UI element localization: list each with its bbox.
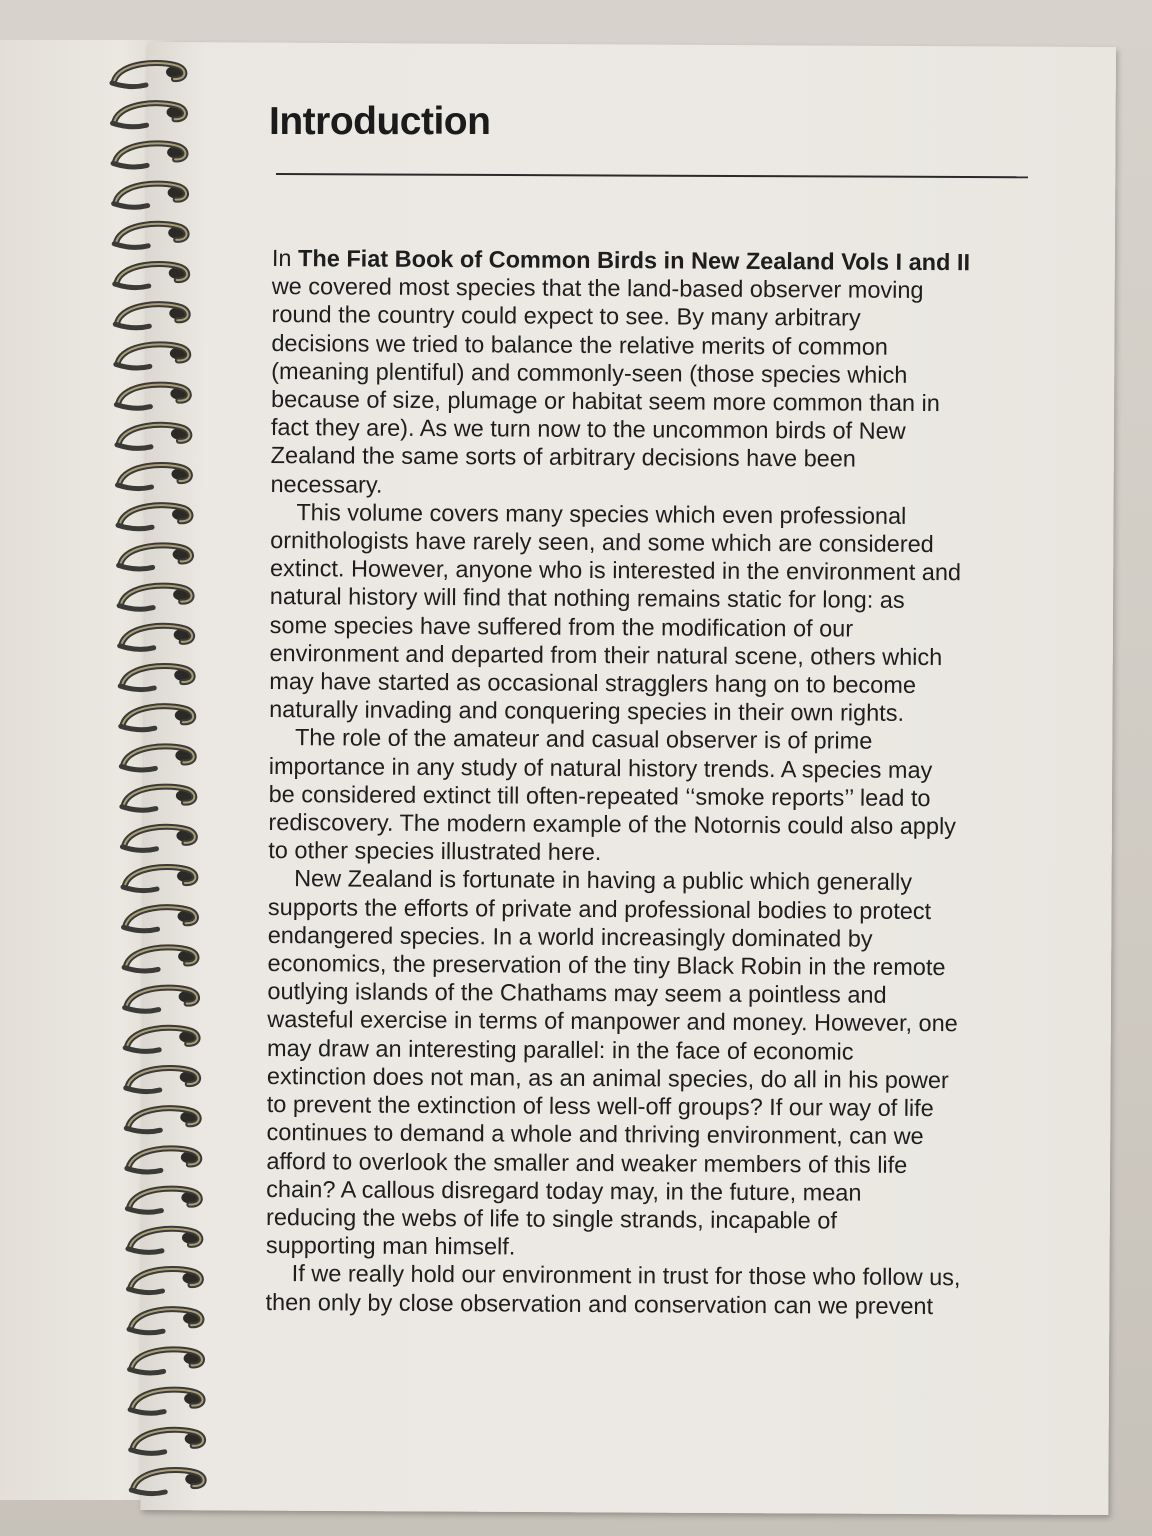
text-run: continues to demand a whole and thriving environment, can we [266, 1119, 924, 1150]
spiral-coil [116, 344, 188, 368]
text-line [266, 1175, 1026, 1208]
paragraph [266, 864, 1028, 1263]
text-run: (meaning plentiful) and commonly-seen (those species which [271, 357, 908, 388]
text-run: If we really hold our environment in trust for those who follow us, [291, 1260, 961, 1291]
text-line [265, 1287, 1025, 1320]
text-run: may draw an interesting parallel: in the face of economic [267, 1034, 854, 1065]
spiral-coil [112, 63, 184, 87]
text-line [270, 611, 1030, 644]
text-run: rediscovery. The modern example of the Notornis could also apply [268, 809, 957, 840]
text-line [270, 582, 1030, 615]
text-run: be considered extinct till often-repeated ‘‘smoke reports’’ lead to [268, 780, 931, 811]
text-run: supporting man himself. [265, 1232, 516, 1260]
spiral-coil [118, 505, 190, 529]
spiral-coil [127, 1189, 199, 1213]
text-line [268, 893, 1028, 926]
text-run: necessary. [270, 470, 383, 498]
spiral-coil [119, 586, 191, 610]
text-run: decisions we tried to balance the relative merits of common [271, 329, 888, 360]
spiral-coil [113, 103, 185, 127]
spiral-coil [131, 1470, 203, 1494]
text-run: because of size, plumage or habitat seem more common than in [270, 386, 940, 417]
spiral-coil [120, 666, 192, 690]
paragraph [270, 244, 1032, 502]
spiral-coil [129, 1309, 201, 1333]
text-run: The role of the amateur and casual observer is of prime [294, 724, 873, 755]
text-run: endangered species. In a world increasingly dominated by [267, 921, 873, 952]
spiral-coil [122, 787, 194, 811]
spiral-coil [131, 1430, 203, 1454]
text-run: afford to overlook the smaller and weaker members of this life [266, 1147, 908, 1178]
spiral-coil [129, 1269, 201, 1293]
paragraph [265, 1259, 1025, 1320]
spiral-coil [124, 947, 196, 971]
page-title: Introduction [269, 100, 491, 143]
spiral-coil [127, 1148, 199, 1172]
paragraph [268, 723, 1029, 869]
text-run: wasteful exercise in terms of manpower and money. However, one [267, 1006, 958, 1037]
text-line [271, 441, 1031, 474]
text-line [267, 1005, 1027, 1038]
text-run: may have started as occasional stragglers hang on to become [269, 668, 917, 698]
text-run: This volume covers many species which even professional [296, 498, 907, 529]
text-run: chain? A callous disregard today may, in the future, mean [266, 1175, 862, 1206]
spiral-coil [130, 1349, 202, 1373]
text-run: natural history will find that nothing remains static for long: as [269, 583, 905, 614]
spiral-coil [121, 746, 193, 770]
text-line [268, 864, 1028, 897]
text-line [271, 300, 1031, 333]
spiral-coil [123, 867, 195, 891]
spiral-coil [125, 1028, 197, 1052]
text-line [266, 1259, 1026, 1292]
spiral-coil [121, 706, 193, 730]
text-line [266, 1146, 1026, 1179]
text-run: extinction does not man, as an animal species, do all in his power [266, 1062, 949, 1094]
text-run: naturally invading and conquering species in their own rights. [269, 696, 905, 727]
text-run: we covered most species that the land-based observer moving [271, 273, 924, 304]
text-run: reducing the webs of life to single strands, incapable of [265, 1203, 838, 1234]
spiral-coil [113, 143, 185, 167]
text-run: environment and departed from their natural scene, others which [269, 639, 943, 670]
spiral-coil [114, 184, 186, 208]
spiral-coil [118, 465, 190, 489]
spiral-coil [128, 1229, 200, 1253]
text-run: to other species illustrated here. [268, 837, 602, 866]
book-title-text: The Fiat Book of Common Birds in New Zealand Vols I and II [297, 245, 971, 276]
text-run: In [271, 244, 299, 272]
spiral-coil [114, 224, 186, 248]
spiral-coil [122, 827, 194, 851]
text-run: then only by close observation and conservation can we prevent [265, 1288, 934, 1319]
text-run: Zealand the same sorts of arbitrary decisions have been [270, 442, 856, 472]
text-run: ornithologists have rarely seen, and some which are considered [270, 527, 934, 558]
text-run: some species have suffered from the modification of our [269, 611, 854, 642]
text-run: New Zealand is fortunate in having a public which generally [294, 865, 913, 896]
text-run: to prevent the extinction of less well-off groups? If our way of life [266, 1091, 934, 1122]
spiral-coil [116, 385, 188, 409]
text-run: economics, the preservation of the tiny Black Robin in the remote [267, 950, 946, 981]
spiral-coil [117, 425, 189, 449]
spiral-coil [120, 626, 192, 650]
introduction-body [265, 244, 1032, 1320]
spiral-coil [115, 304, 187, 328]
spiral-coil [126, 1068, 198, 1092]
text-run: round the country could expect to see. By many arbitrary [271, 301, 861, 332]
spiral-coil [126, 1108, 198, 1132]
text-run: extinct. However, anyone who is interested in the environment and [269, 555, 962, 586]
spiral-coil [130, 1390, 202, 1414]
text-run: supports the efforts of private and professional bodies to protect [267, 893, 932, 924]
text-line [269, 723, 1029, 756]
spiral-coil [115, 264, 187, 288]
text-line [267, 1034, 1027, 1067]
spiral-coil [119, 545, 191, 569]
text-run: fact they are). As we turn now to the uncommon birds of New [270, 414, 906, 445]
spiral-coil [124, 907, 196, 931]
spiral-binding-icon [100, 50, 220, 1510]
paragraph [269, 498, 1030, 728]
spiral-coil [125, 988, 197, 1012]
text-line [269, 752, 1029, 785]
text-line [271, 329, 1031, 362]
text-run: importance in any study of natural history trends. A species may [268, 752, 933, 783]
text-line [266, 1118, 1026, 1151]
text-run: outlying islands of the Chathams may seem a pointless and [267, 978, 887, 1009]
